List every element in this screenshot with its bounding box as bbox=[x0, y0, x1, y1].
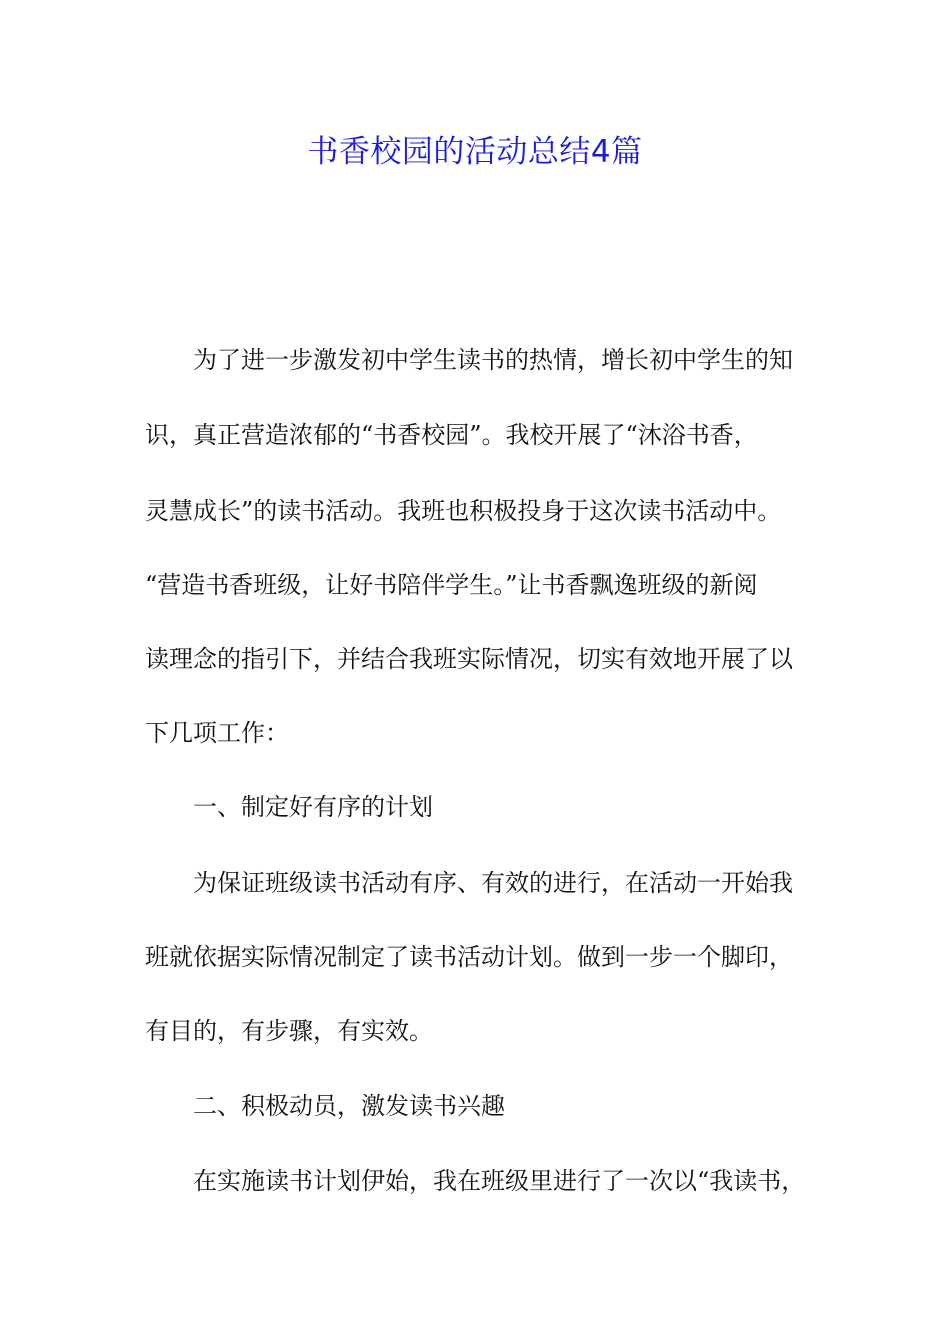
document-title: 书香校园的活动总结4篇 bbox=[307, 134, 643, 170]
text-line: 班就依据实际情况制定了读书活动计划。做到一步一个脚印， bbox=[145, 943, 793, 971]
text-line: 下几项工作： bbox=[145, 719, 289, 747]
section-heading: 二、积极动员，激发读书兴趣 bbox=[193, 1092, 505, 1120]
text-line: 在实施读书计划伊始，我在班级里进行了一次以“我读书， bbox=[193, 1167, 806, 1195]
text-line: 读理念的指引下，并结合我班实际情况，切实有效地开展了以 bbox=[145, 645, 793, 673]
text-line: 为保证班级读书活动有序、有效的进行，在活动一开始我 bbox=[193, 869, 793, 897]
text-line: 为了进一步激发初中学生读书的热情，增长初中学生的知 bbox=[193, 346, 793, 374]
text-line: 识，真正营造浓郁的“书香校园”。我校开展了“沐浴书香， bbox=[145, 421, 758, 449]
text-line: “营造书香班级，让好书陪伴学生。”让书香飘逸班级的新阅 bbox=[145, 571, 758, 599]
text-line: 灵慧成长”的读书活动。我班也积极投身于这次读书活动中。 bbox=[145, 497, 782, 525]
text-line: 有目的，有步骤，有实效。 bbox=[145, 1017, 433, 1045]
section-heading: 一、制定好有序的计划 bbox=[193, 793, 433, 821]
